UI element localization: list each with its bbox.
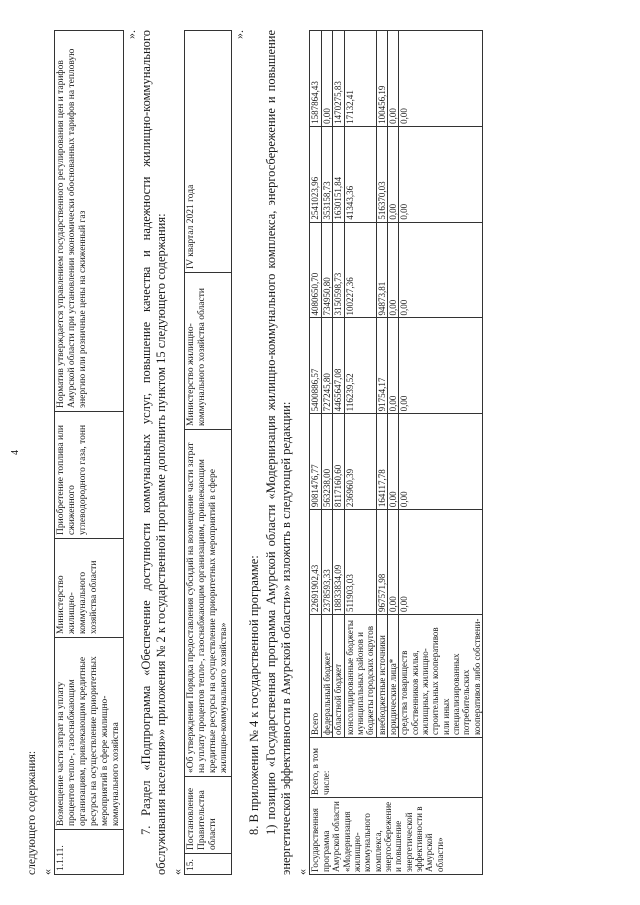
cell-value: 18833834,09 <box>333 510 344 615</box>
act-title: «Об утверждении Порядка предоставления субсидий на возмещение части затрат на уплату процентов тепло-, газоснабжающим организациям, привлекающим кредитные ресурсы на осуществление приоритетных мероприятий в сфере жилищно-коммунального хозяйства» <box>185 430 232 777</box>
cell-value: 0,00 <box>399 510 483 615</box>
cell-value: 22691902,43 <box>310 510 321 615</box>
quote-open-3: « <box>295 869 310 875</box>
row-label: консолидированные бюджеты муниципальных районов и бюджеты городских округов <box>344 615 376 738</box>
cell-value: 100227,36 <box>344 222 376 318</box>
cell-value: 0,00 <box>399 318 483 414</box>
measure-note: Норматив утверждается управлением государственного регулирования цен и тарифов Амурской области при установлении экономически обоснованных тарифов на тепловую энергию или розничные цены на сжиженный газ <box>55 31 124 412</box>
cell-value: 236960,39 <box>344 414 376 510</box>
cell-value: 1630151,84 <box>333 126 344 222</box>
cell-value: 0,00 <box>387 414 398 510</box>
measure-description: Возмещение части затрат на уплату процентов тепло-, газоснабжающим организациям, привлекающим кредитные ресурсы на осуществление приоритетных мероприятий в сфере жилищно-коммунального хозяйства <box>55 638 124 830</box>
cell-value: 0,00 <box>387 510 398 615</box>
row-label: внебюджетные источники <box>376 615 387 738</box>
act-deadline: IV квартал 2021 года <box>185 31 232 273</box>
cell-value: 9081476,77 <box>310 414 321 510</box>
measure-number: 1.1.11. <box>55 830 124 875</box>
cell-value: 94873,81 <box>376 222 387 318</box>
cell-value: 91754,17 <box>376 318 387 414</box>
cell-value: 5400886,57 <box>310 318 321 414</box>
cell-value: 727245,80 <box>321 318 332 414</box>
cell-value: 0,00 <box>399 31 483 127</box>
cell-value: 2378593,33 <box>321 510 332 615</box>
measure-executor: Министерство жилищно-коммунального хозяйства области <box>55 539 124 638</box>
cell-value: 4080650,70 <box>310 222 321 318</box>
cell-value: 0,00 <box>399 414 483 510</box>
row-label: Всего <box>310 615 321 738</box>
total-label: Всего, в том числе: <box>310 738 483 798</box>
quote-close-2: ». <box>231 30 246 39</box>
cell-value: 0,00 <box>387 31 398 127</box>
cell-value: 4465647,08 <box>333 318 344 414</box>
cell-value: 353158,73 <box>321 126 332 222</box>
row-label: юридические лица* <box>387 615 398 738</box>
table-row <box>185 31 232 875</box>
section-8-1-text: 1) позицию «Государственная программа Амурской области «Модернизация жилищно-коммунального комплекса, энергосбережение и повышение энергетической эффективности в Амурской области»» изложить в следующей редакции: <box>263 30 294 875</box>
cell-value: 41343,36 <box>344 126 376 222</box>
cell-value: 563238,00 <box>321 414 332 510</box>
section-7-text: 7. Раздел «Подпрограмма «Обеспечение доступности коммунальных услуг, повышение качества и надежности жилищно-коммунального обслуживания населения»» приложения № 2 к государственной программе дополнить пунктом 15 следующего содержания: <box>138 30 168 875</box>
measure-purpose: Приобретение топлива или сжиженного углеводородного газа, тонн <box>55 412 124 539</box>
table-funding <box>309 30 483 875</box>
page-number: 4 <box>10 450 21 455</box>
act-type: Постановление Правительства области <box>185 777 232 854</box>
cell-value: 0,00 <box>387 318 398 414</box>
cell-value: 2541023,96 <box>310 126 321 222</box>
row-label: областной бюджет <box>333 615 344 738</box>
cell-value: 1587864,43 <box>310 31 321 127</box>
section-8-text: 8. В приложении № 4 к государственной программе: <box>246 555 261 835</box>
quote-open-2: « <box>170 869 185 875</box>
quote-close-1: ». <box>123 30 138 39</box>
cell-value: 734950,80 <box>321 222 332 318</box>
cell-value: 1470275,83 <box>333 31 344 127</box>
quote-open-1: « <box>40 869 55 875</box>
program-name: Государственная программа Амурской области «Модернизация жилищно-коммунального комплекса, энергосбережение и повышение энергетической эффективности в Амурской области» <box>310 798 483 875</box>
row-label: федеральный бюджет <box>321 615 332 738</box>
act-executor: Министерство жилищно-коммунального хозяйства области <box>185 273 232 430</box>
intro-line: следующего содержания: <box>26 750 38 875</box>
cell-value: 516370,03 <box>376 126 387 222</box>
cell-value: 100456,19 <box>376 31 387 127</box>
act-number: 15. <box>185 854 232 875</box>
table-row <box>55 31 124 875</box>
cell-value: 0,00 <box>321 31 332 127</box>
cell-value: 0,00 <box>399 222 483 318</box>
cell-value: 17132,41 <box>344 31 376 127</box>
table-act-15 <box>184 30 232 875</box>
cell-value: 0,00 <box>399 126 483 222</box>
cell-value: 3150598,73 <box>333 222 344 318</box>
cell-value: 0,00 <box>387 126 398 222</box>
cell-value: 967571,98 <box>376 510 387 615</box>
cell-value: 511903,03 <box>344 510 376 615</box>
cell-value: 8117160,60 <box>333 414 344 510</box>
table-measure-1-1-11 <box>54 30 124 875</box>
cell-value: 0,00 <box>387 222 398 318</box>
cell-value: 116239,52 <box>344 318 376 414</box>
cell-value: 164117,78 <box>376 414 387 510</box>
table-row <box>310 31 321 875</box>
row-label: средства товариществ собственников жилья, жилищных, жилищно-строительных кооперативов или иных специализированных потребительских кооперативов либо собствени- <box>399 615 483 738</box>
